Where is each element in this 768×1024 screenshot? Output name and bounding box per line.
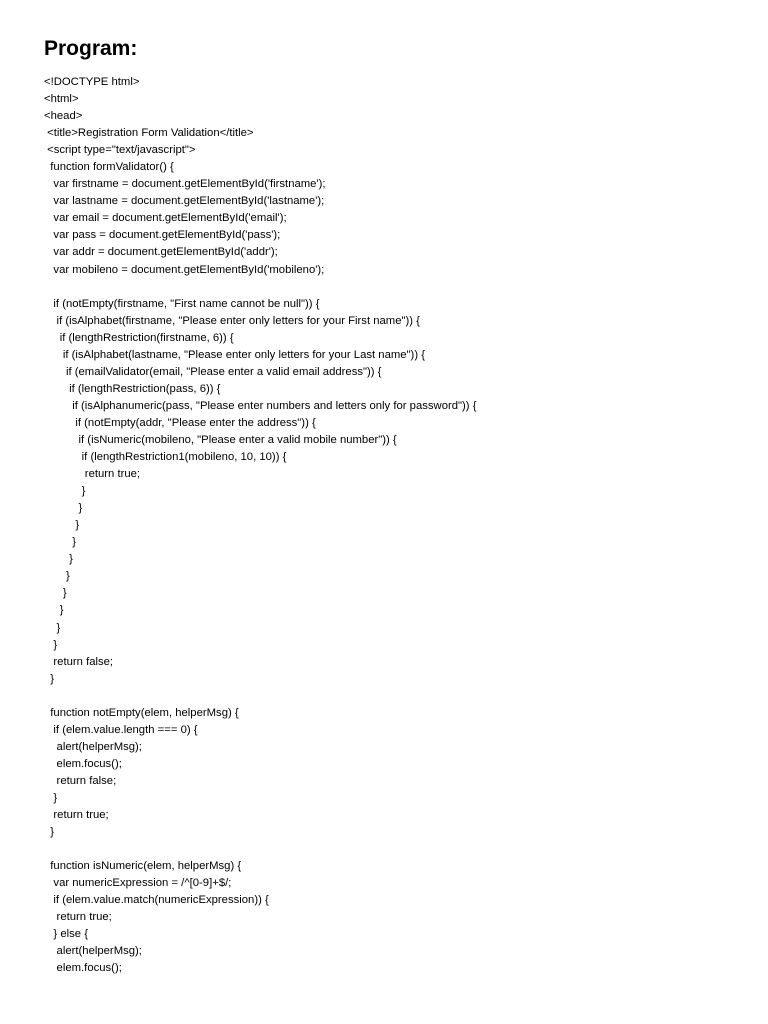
code-line: var mobileno = document.getElementById('mobileno'); bbox=[44, 263, 325, 276]
code-line: return true; bbox=[44, 911, 112, 924]
code-line: } bbox=[44, 570, 70, 583]
code-line: elem.focus(); bbox=[44, 962, 122, 975]
code-line: } bbox=[44, 638, 58, 651]
code-line: if (elem.value.length === 0) { bbox=[44, 723, 198, 736]
code-line: if (lengthRestriction(pass, 6)) { bbox=[44, 382, 221, 395]
code-line: } bbox=[44, 519, 80, 532]
code-line bbox=[44, 841, 744, 858]
code-line: <head> bbox=[44, 110, 83, 123]
code-line: return false; bbox=[44, 774, 117, 787]
code-line: } bbox=[44, 485, 86, 498]
code-line: <!DOCTYPE html> bbox=[44, 76, 140, 88]
code-line: } bbox=[44, 826, 55, 839]
code-line: return true; bbox=[44, 809, 109, 822]
code-line: alert(helperMsg); bbox=[44, 945, 142, 958]
code-line bbox=[44, 279, 744, 296]
code-line: function formValidator() { bbox=[44, 161, 174, 174]
code-line: } bbox=[44, 791, 58, 804]
code-line: } bbox=[44, 621, 61, 634]
code-line: var firstname = document.getElementById('firstname'); bbox=[44, 178, 326, 191]
code-line: elem.focus(); bbox=[44, 757, 122, 770]
code-line: function isNumeric(elem, helperMsg) { bbox=[44, 860, 242, 873]
code-line: if (isAlphabet(firstname, "Please enter only letters for your First name")) { bbox=[44, 314, 420, 327]
code-line: var numericExpression = /^[0-9]+$/; bbox=[44, 877, 232, 890]
page-title: Program: bbox=[44, 37, 138, 60]
code-line bbox=[44, 688, 744, 705]
code-line: <html> bbox=[44, 93, 79, 106]
code-line: if (lengthRestriction(firstname, 6)) { bbox=[44, 331, 234, 344]
code-line: return false; bbox=[44, 655, 114, 668]
code-line: } bbox=[44, 536, 77, 549]
code-line: } bbox=[44, 672, 55, 685]
code-line: <script type="text/javascript"> bbox=[44, 144, 196, 157]
code-listing bbox=[44, 74, 744, 977]
code-line: } bbox=[44, 553, 73, 566]
code-line: if (isAlphabet(lastname, "Please enter only letters for your Last name")) { bbox=[44, 348, 425, 361]
code-line: } bbox=[44, 587, 67, 600]
code-line: } else { bbox=[44, 928, 88, 941]
code-line: <title>Registration Form Validation</title> bbox=[44, 127, 254, 140]
code-line: var email = document.getElementById('email'); bbox=[44, 212, 287, 225]
code-line: alert(helperMsg); bbox=[44, 740, 142, 753]
code-line: if (elem.value.match(numericExpression)) { bbox=[44, 894, 269, 907]
code-line: } bbox=[44, 502, 83, 515]
code-line: function notEmpty(elem, helperMsg) { bbox=[44, 706, 239, 719]
code-line: if (isAlphanumeric(pass, "Please enter numbers and letters only for password")) { bbox=[44, 399, 477, 412]
code-line: if (isNumeric(mobileno, "Please enter a valid mobile number")) { bbox=[44, 433, 397, 446]
code-line: return true; bbox=[44, 468, 141, 481]
code-line: } bbox=[44, 604, 64, 617]
code-line: if (notEmpty(firstname, "First name cannot be null")) { bbox=[44, 297, 320, 310]
code-line: if (emailValidator(email, "Please enter a valid email address")) { bbox=[44, 365, 382, 378]
code-line: var addr = document.getElementById('addr'); bbox=[44, 246, 278, 259]
code-line: var pass = document.getElementById('pass'); bbox=[44, 229, 281, 242]
code-line: if (notEmpty(addr, "Please enter the address")) { bbox=[44, 416, 316, 429]
code-line: if (lengthRestriction1(mobileno, 10, 10)) { bbox=[44, 451, 287, 464]
code-line: var lastname = document.getElementById('lastname'); bbox=[44, 195, 325, 208]
